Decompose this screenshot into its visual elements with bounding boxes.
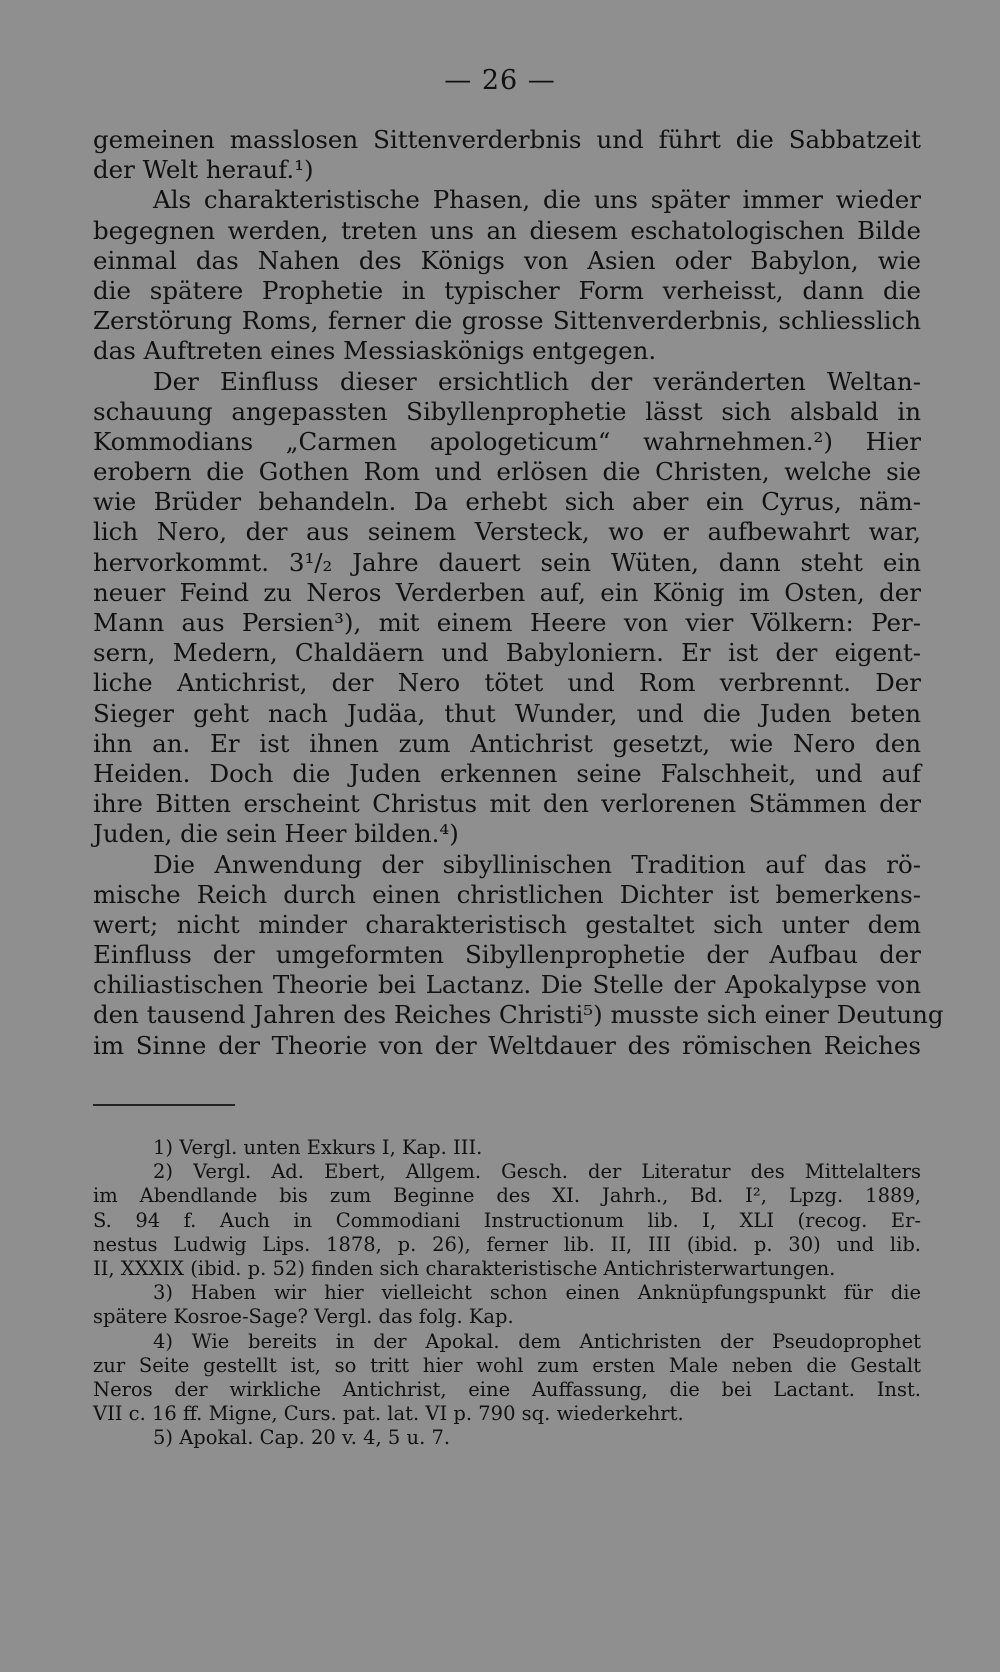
- text-line: lich Nero, der aus seinem Versteck, wo er aufbewahrt war,: [93, 517, 921, 547]
- footnote: [93, 1426, 921, 1450]
- footnote: [93, 1330, 921, 1427]
- text-line: begegnen werden, treten uns an diesem eschatologischen Bilde: [93, 215, 921, 245]
- text-line: schauung angepassten Sibyllenprophetie lässt sich alsbald in: [93, 396, 921, 426]
- footnote-line: 4) Wie bereits in der Apokal. dem Antichristen der Pseudoprophet: [153, 1329, 921, 1353]
- footnote-line: im Abendlande bis zum Beginne des XI. Jahrh., Bd. I², Lpzg. 1889,: [93, 1184, 921, 1208]
- footnotes: [93, 1136, 921, 1450]
- footnote-line: 3) Haben wir hier vielleicht schon einen Anknüpfungspunkt für die: [153, 1281, 921, 1305]
- text-line: Mann aus Persien³), mit einem Heere von vier Völkern: Per-: [93, 608, 921, 637]
- text-line: ihre Bitten erscheint Christus mit den verlorenen Stämmen der: [93, 789, 921, 819]
- footnote: [93, 1136, 921, 1160]
- text-line: den tausend Jahren des Reiches Christi⁵) musste sich einer Deutung: [93, 1000, 944, 1030]
- text-line: liche Antichrist, der Nero tötet und Rom verbrennt. Der: [93, 668, 921, 698]
- text-line: gemeinen masslosen Sittenverderbnis und führt die Sabbatzeit: [93, 125, 921, 154]
- page-number: — 26 —: [444, 65, 556, 96]
- text-line: Zerstörung Roms, ferner die grosse Sittenverderbnis, schliesslich: [93, 306, 921, 336]
- text-line: Als charakteristische Phasen, die uns später immer wieder: [153, 185, 921, 215]
- footnote-line: spätere Kosroe-Sage? Vergl. das folg. Kap.: [93, 1305, 514, 1329]
- text-line: hervorkommt. 3¹/₂ Jahre dauert sein Wüten, dann steht ein: [93, 547, 921, 577]
- footnote-line: 1) Vergl. unten Exkurs I, Kap. III.: [153, 1136, 483, 1159]
- paragraph: [93, 367, 921, 850]
- footnote: [93, 1160, 921, 1281]
- main-text: [93, 125, 944, 1061]
- text-line: Der Einfluss dieser ersichtlich der veränderten Weltan-: [153, 366, 921, 396]
- paragraph: [93, 185, 921, 366]
- text-line: im Sinne der Theorie von der Weltdauer des römischen Reiches: [93, 1030, 921, 1060]
- text-line: Die Anwendung der sibyllinischen Tradition auf das rö-: [153, 849, 921, 879]
- footnote-line: II, XXXIX (ibid. p. 52) finden sich charakteristische Antichristerwartungen.: [93, 1256, 836, 1280]
- text-line: sern, Medern, Chaldäern und Babyloniern. Er ist der eigent-: [93, 638, 921, 668]
- footnote-separator: [93, 1104, 235, 1106]
- text-line: einmal das Nahen des Königs von Asien oder Babylon, wie: [93, 245, 921, 275]
- text-line: Kommodians „Carmen apologeticum“ wahrnehmen.²) Hier: [93, 426, 921, 456]
- text-line: Sieger geht nach Judäa, thut Wunder, und die Juden beten: [93, 698, 921, 728]
- text-line: mische Reich durch einen christlichen Dichter ist bemerkens-: [93, 879, 921, 909]
- text-line: Juden, die sein Heer bilden.⁴): [93, 819, 459, 849]
- text-line: der Welt herauf.¹): [93, 155, 314, 185]
- text-line: ihn an. Er ist ihnen zum Antichrist gesetzt, wie Nero den: [93, 728, 921, 758]
- text-line: wie Brüder behandeln. Da erhebt sich aber ein Cyrus, näm-: [93, 487, 921, 517]
- text-line: neuer Feind zu Neros Verderben auf, ein König im Osten, der: [93, 577, 921, 607]
- text-line: erobern die Gothen Rom und erlösen die Christen, welche sie: [93, 457, 921, 487]
- footnote-line: nestus Ludwig Lips. 1878, p. 26), ferner lib. II, III (ibid. p. 30) und lib.: [93, 1232, 921, 1256]
- footnote-line: VII c. 16 ff. Migne, Curs. pat. lat. VI p. 790 sq. wiederkehrt.: [93, 1402, 684, 1426]
- text-line: Einfluss der umgeformten Sibyllenprophetie der Aufbau der: [93, 940, 921, 970]
- footnote-line: 2) Vergl. Ad. Ebert, Allgem. Gesch. der Literatur des Mittelalters: [153, 1160, 921, 1184]
- text-line: chiliastischen Theorie bei Lactanz. Die Stelle der Apokalypse von: [93, 970, 921, 1000]
- footnote: [93, 1281, 921, 1329]
- footnote-line: 5) Apokal. Cap. 20 v. 4, 5 u. 7.: [153, 1426, 451, 1450]
- text-line: Heiden. Doch die Juden erkennen seine Falschheit, und auf: [93, 758, 921, 788]
- paragraph: [93, 125, 921, 185]
- paragraph: [93, 849, 944, 1061]
- footnote-line: Neros der wirkliche Antichrist, eine Auffassung, die bei Lactant. Inst.: [93, 1377, 921, 1401]
- text-line: das Auftreten eines Messiaskönigs entgegen.: [93, 336, 657, 366]
- text-line: wert; nicht minder charakteristisch gestaltet sich unter dem: [93, 909, 921, 939]
- footnote-line: S. 94 f. Auch in Commodiani Instructionum lib. I, XLI (recog. Er-: [93, 1208, 921, 1232]
- footnote-line: zur Seite gestellt ist, so tritt hier wohl zum ersten Male neben die Gestalt: [93, 1353, 921, 1377]
- text-line: die spätere Prophetie in typischer Form verheisst, dann die: [93, 275, 921, 305]
